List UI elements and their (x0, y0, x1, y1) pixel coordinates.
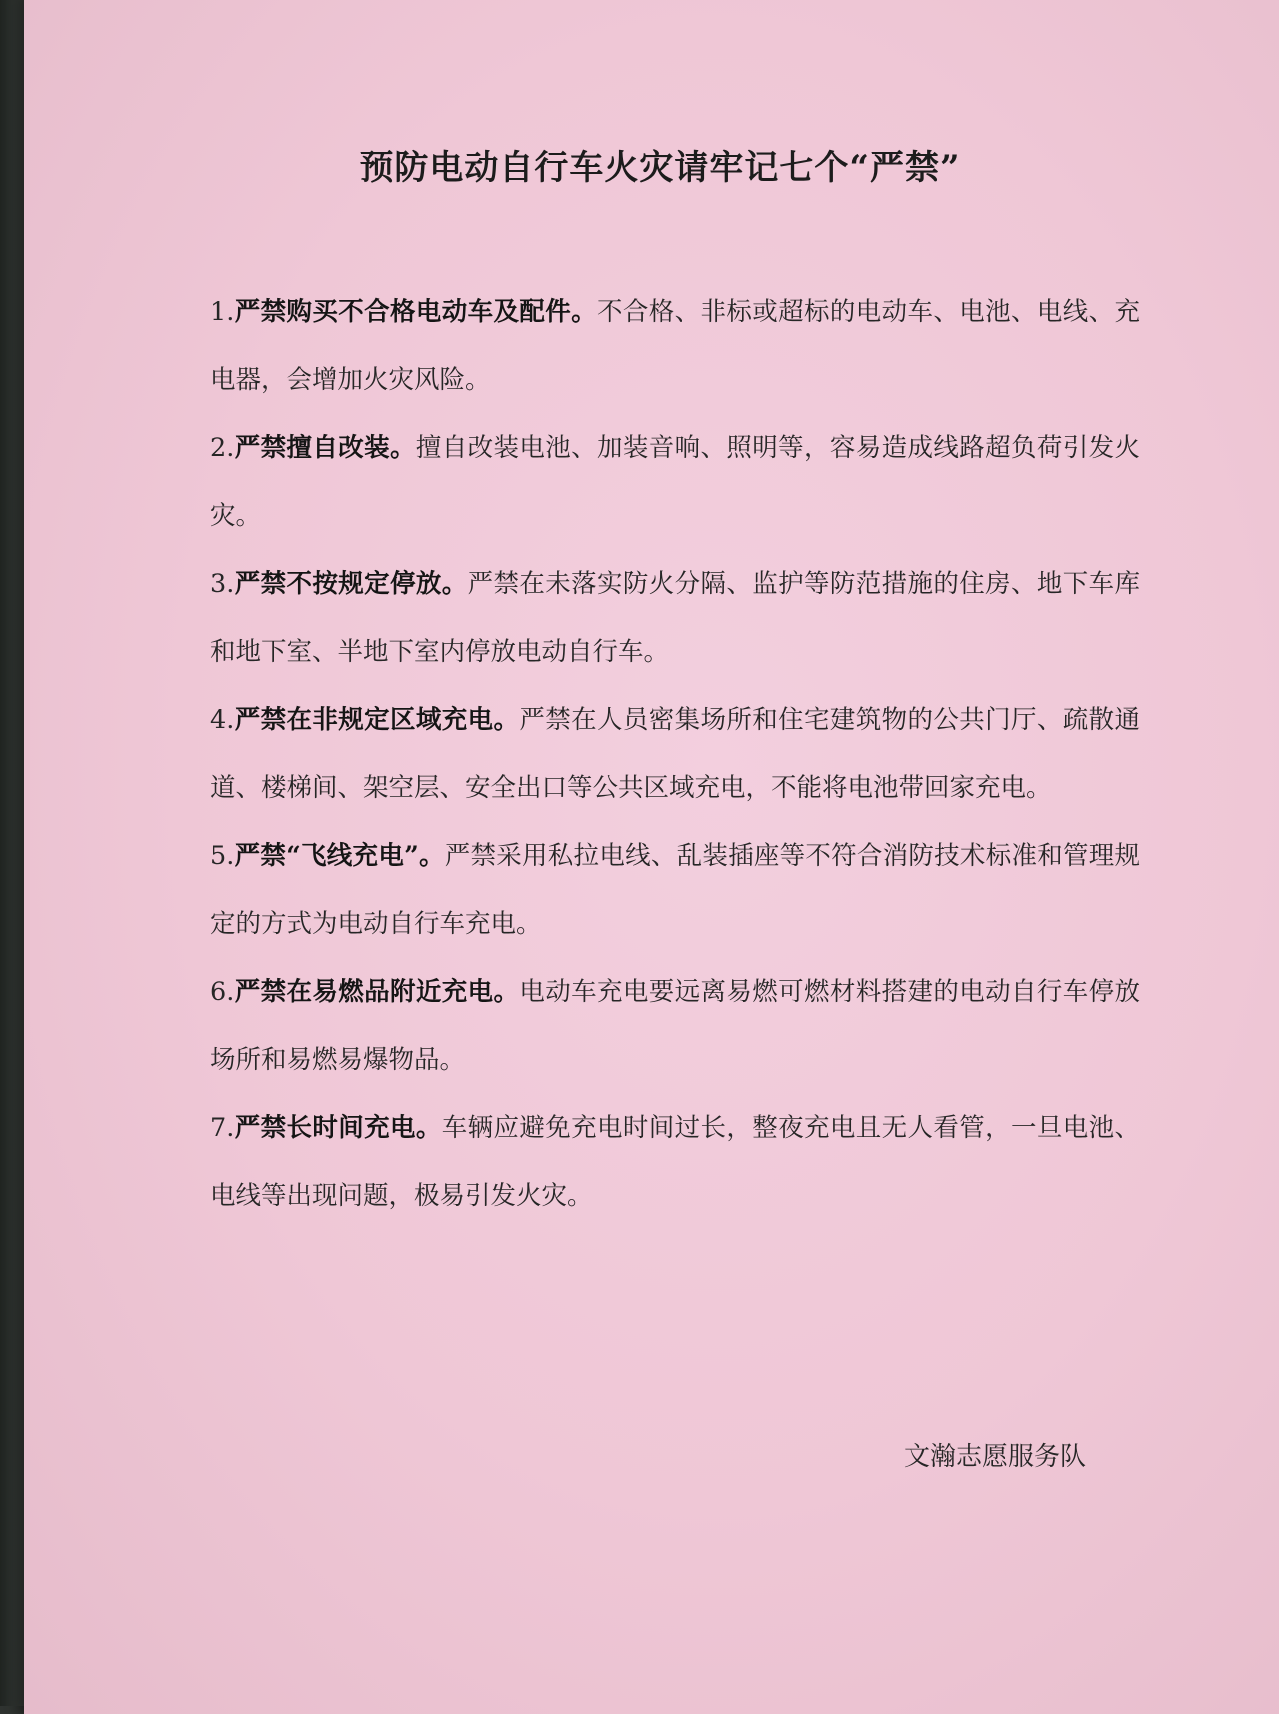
rule-heading: 严禁在非规定区域充电。 (234, 705, 520, 735)
rule-item-5 (210, 822, 1140, 958)
rule-number: 4. (210, 705, 235, 735)
rule-body: 不合格、非标或超标的电动车、电池、电线、充电器，会增加火灾风险。 (210, 297, 1140, 395)
rule-body: 严禁在未落实防火分隔、监护等防范措施的住房、地下车库和地下室、半地下室内停放电动自行车。 (210, 569, 1140, 667)
rule-heading: 严禁购买不合格电动车及配件。 (234, 297, 597, 327)
rule-item-2 (210, 414, 1140, 550)
rule-body: 严禁采用私拉电线、乱装插座等不符合消防技术标准和管理规定的方式为电动自行车充电。 (210, 841, 1140, 939)
rules-list (210, 278, 1140, 1230)
rule-body: 擅自改装电池、加装音响、照明等，容易造成线路超负荷引发火灾。 (210, 433, 1140, 531)
rule-number: 6. (210, 977, 235, 1007)
rule-number: 2. (210, 433, 235, 463)
rule-number: 3. (210, 569, 235, 599)
rule-heading: 严禁不按规定停放。 (234, 569, 468, 599)
signature: 文瀚志愿服务队 (904, 1442, 1087, 1472)
rule-heading: 严禁“飞线充电”。 (234, 841, 445, 871)
rule-item-4 (210, 686, 1140, 822)
rule-item-6 (210, 958, 1140, 1094)
paper-sheet (24, 0, 1279, 1714)
rule-body: 车辆应避免充电时间过长，整夜充电且无人看管，一旦电池、电线等出现问题，极易引发火灾。 (210, 1113, 1140, 1211)
rule-item-1 (210, 278, 1140, 414)
rule-heading: 严禁长时间充电。 (234, 1113, 442, 1143)
rule-number: 5. (210, 841, 235, 871)
rule-number: 1. (210, 297, 235, 327)
rule-heading: 严禁在易燃品附近充电。 (234, 977, 520, 1007)
rule-item-3 (210, 550, 1140, 686)
rule-body: 严禁在人员密集场所和住宅建筑物的公共门厅、疏散通道、楼梯间、架空层、安全出口等公共区域充电，不能将电池带回家充电。 (210, 705, 1140, 803)
rule-item-7 (210, 1094, 1140, 1230)
rule-body: 电动车充电要远离易燃可燃材料搭建的电动自行车停放场所和易燃易爆物品。 (210, 977, 1140, 1075)
document-title: 预防电动自行车火灾请牢记七个“严禁” (359, 148, 961, 188)
rule-number: 7. (210, 1113, 235, 1143)
rule-heading: 严禁擅自改装。 (234, 433, 416, 463)
